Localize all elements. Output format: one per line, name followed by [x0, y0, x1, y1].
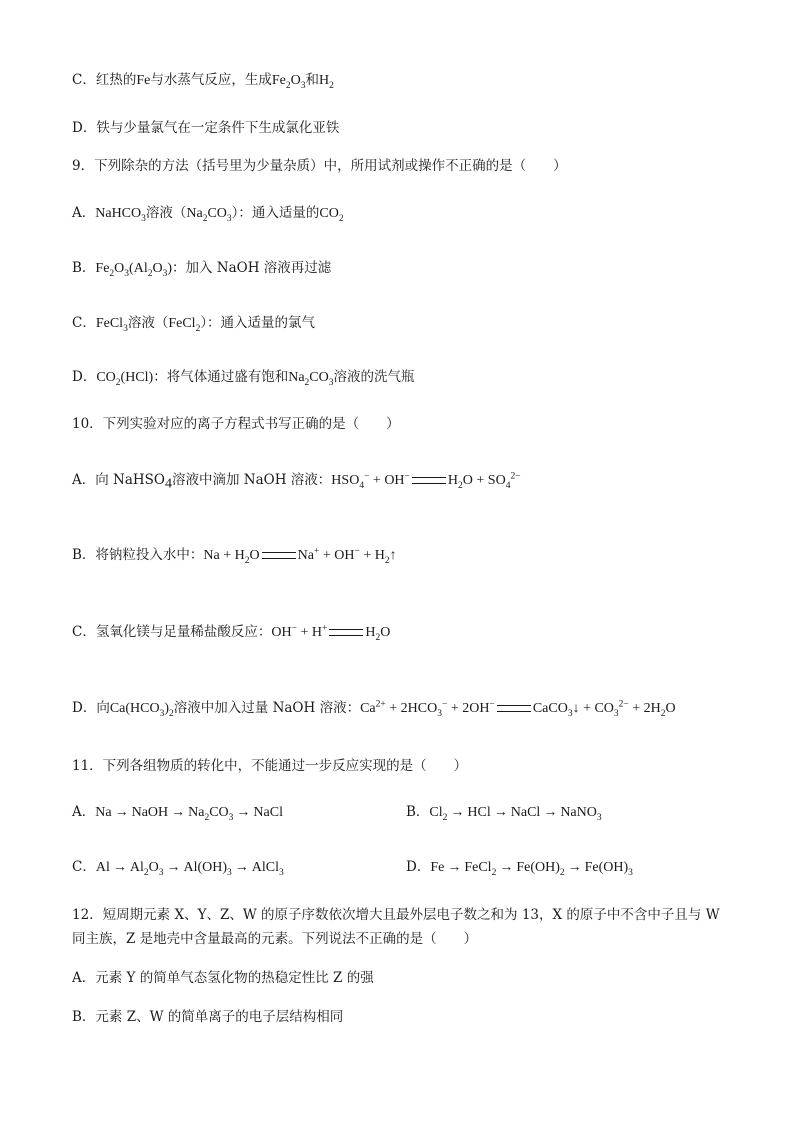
q9-option-d: [72, 367, 414, 388]
q8-option-d: D．铁与少量氯气在一定条件下生成氯化亚铁: [72, 120, 340, 136]
q8-option-c: [72, 70, 334, 91]
q10-a-text2: 溶液中滴加 NaOH 溶液：: [172, 472, 332, 488]
q10-c-text1: C．氢氧化镁与足量稀盐酸反应：: [72, 624, 272, 640]
q10-d-reactant: $Ca(HCO_3)_2$: [109, 701, 174, 719]
q10-option-a: [72, 470, 521, 491]
q10-d-equation: $Ca^{2+} + 2HCO_3^- + 2OH^-$ CaCO$_3$↓ + $CO_3^{2-} + 2H_2O$: [360, 699, 676, 719]
q9-a-formula: NaHCO$_3$: [95, 206, 146, 224]
q9-option-c: [72, 313, 315, 334]
q9-stem: 9．下列除杂的方法（括号里为少量杂质）中，所用试剂或操作不正确的是（ ）: [72, 158, 567, 174]
q10-b-equation: $Na + H_2O$ $Na^+ + OH^- + H_2↑$: [203, 546, 397, 566]
q9-b-text1: ：加入 NaOH 溶液再过滤: [172, 260, 332, 276]
q10-stem: 10．下列实验对应的离子方程式书写正确的是（ ）: [72, 416, 400, 432]
q11-a-chain: Na → NaOH → $Na_2CO_3$ → NaCl: [95, 805, 283, 823]
q12-option-b: B．元素 Z、W 的简单离子的电子层结构相同: [72, 1009, 344, 1025]
q9-c-text1: 溶液（: [127, 315, 169, 331]
q11-a-label: A．: [72, 804, 96, 820]
q8-c-h2: $H_2$: [318, 73, 334, 91]
q9-d-text2: 溶液的洗气瓶: [333, 369, 415, 385]
q11-stem: 11．下列各组物质的转化中，不能通过一步反应实现的是（ ）: [72, 758, 468, 774]
q11-d-label: D．: [406, 859, 431, 875]
q8-c-text: C．红热的: [72, 72, 137, 88]
q9-a-text2: ）：通入适量的: [231, 205, 320, 221]
q9-d-label: D．: [72, 369, 97, 385]
q9-c-impurity: FeCl$_2$: [168, 316, 201, 334]
q12-stem-line2: 同主族，Z 是地壳中含量最高的元素。下列说法不正确的是（ ）: [72, 931, 478, 947]
q9-d-na2co3: $Na_2CO_3$: [288, 370, 334, 388]
q10-a-sub4: 4: [165, 476, 172, 492]
q8-c-fe2o3: $Fe_2O_3$: [271, 73, 306, 91]
q10-a-text1: A．向 NaHSO: [72, 472, 165, 488]
q8-c-fe: Fe: [136, 73, 151, 88]
q11-option-b: [406, 802, 602, 823]
q9-option-a: [72, 203, 344, 224]
q9-a-label: A．: [72, 205, 96, 221]
q9-option-b: [72, 258, 331, 279]
q9-a-co2: $CO_2$: [319, 206, 344, 224]
q10-a-equation: $HSO_4^- + OH^-$ $H_2O + SO_4^{2-}$: [331, 471, 521, 491]
q11-option-c: [72, 857, 284, 878]
q11-c-label: C．: [72, 859, 96, 875]
q8-c-and: 和: [305, 72, 319, 88]
q9-c-label: C．: [72, 315, 96, 331]
q10-d-text2: 溶液中加入过量 NaOH 溶液：: [173, 700, 361, 716]
q11-option-a: [72, 802, 283, 823]
q9-c-text2: ）：通入适量的氯气: [200, 315, 316, 331]
q10-b-text1: B．将钠粒投入水中：: [72, 547, 204, 563]
q10-option-c: [72, 622, 390, 643]
q11-c-chain: $Al \to Al_2O_3 \to Al(OH)_3$ → AlCl$_3$: [95, 860, 284, 878]
q9-d-formula: $CO_2(HCl)$: [96, 370, 154, 388]
q11-b-label: B．: [406, 804, 430, 820]
q9-a-text1: 溶液（: [145, 205, 187, 221]
q9-b-formula: $Fe_2O_3(Al_2O_3)$: [95, 261, 173, 279]
q10-d-text1: D．向: [72, 700, 110, 716]
q10-option-b: [72, 545, 397, 566]
q8-c-text2: 与水蒸气反应，生成: [150, 72, 272, 88]
q9-a-impurity: $Na_2CO_3$: [186, 206, 232, 224]
q9-b-label: B．: [72, 260, 96, 276]
q12-stem-line1: 12．短周期元素 X、Y、Z、W 的原子序数依次增大且最外层电子数之和为 13，X 的原子中不含中子且与 W: [72, 907, 720, 923]
q11-option-d: [406, 857, 633, 878]
q10-c-equation: OH− + H+ $H_2O$: [271, 623, 391, 643]
q12-option-a: A．元素 Y 的简单气态氢化物的热稳定性比 Z 的强: [72, 970, 374, 986]
q10-option-d: [72, 698, 676, 719]
q11-d-chain: Fe → FeCl$_2$ → $Fe(OH)_2 \to Fe(OH)_3$: [430, 860, 633, 878]
q11-b-chain: $Cl_2$ → HCl → NaCl → NaNO$_3$: [429, 805, 602, 823]
q9-c-formula: FeCl$_3$: [95, 316, 128, 334]
q9-d-text1: ：将气体通过盛有饱和: [153, 369, 289, 385]
